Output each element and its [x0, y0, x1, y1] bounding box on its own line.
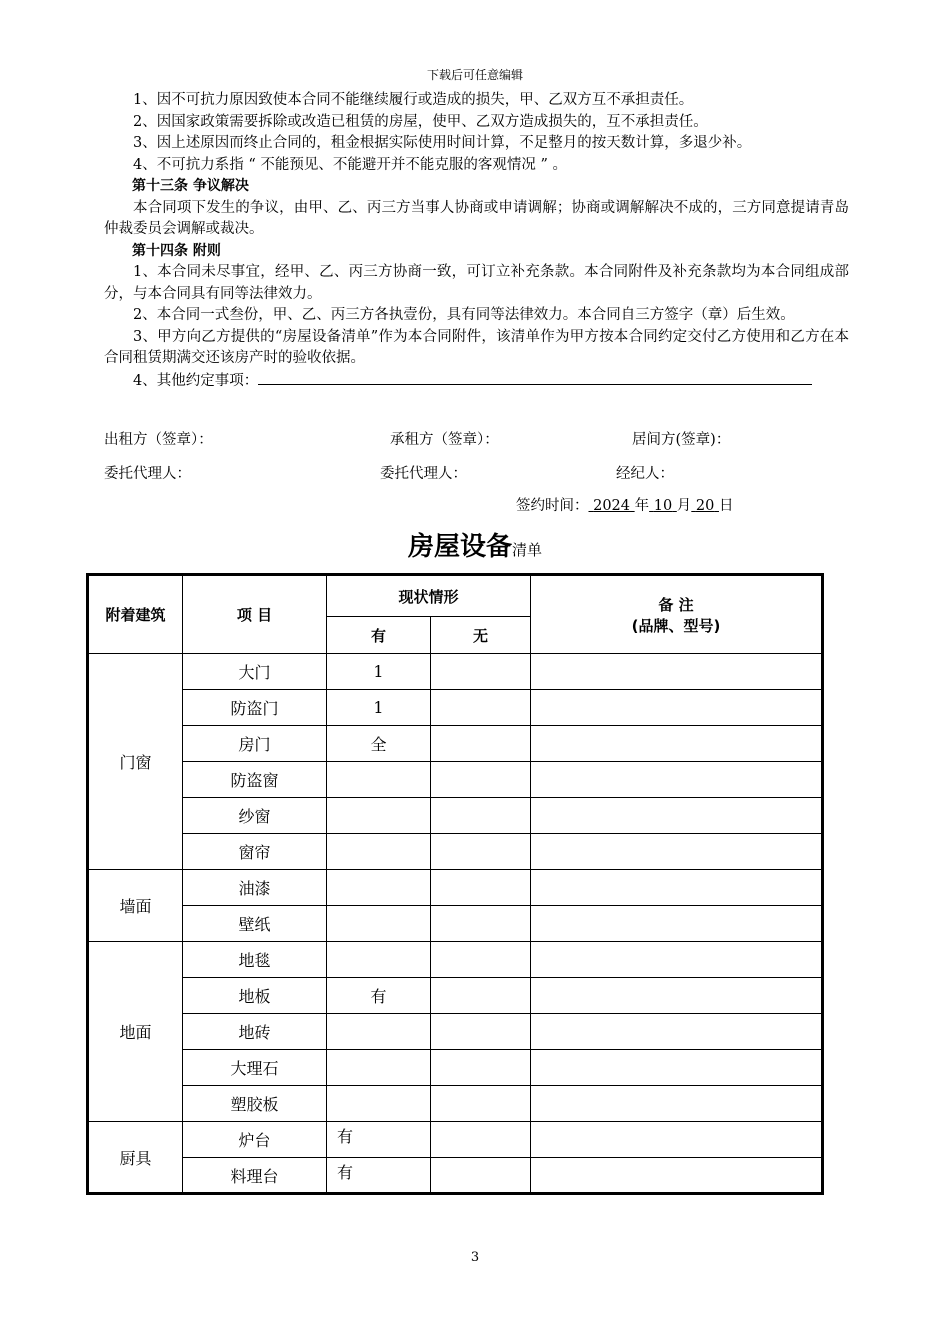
none-cell[interactable] — [431, 762, 531, 798]
header-note: 下载后可任意编辑 — [426, 68, 523, 82]
none-cell[interactable] — [431, 1158, 531, 1194]
remark-cell[interactable] — [531, 1086, 823, 1122]
item-cell: 地砖 — [183, 1014, 327, 1050]
have-cell[interactable] — [327, 1014, 431, 1050]
item-cell: 壁纸 — [183, 906, 327, 942]
item-cell: 房门 — [183, 726, 327, 762]
remark-cell[interactable] — [531, 1158, 823, 1194]
clause-heading: 第十三条 争议解决 — [132, 178, 249, 194]
clause-paragraph: 2、本合同一式叁份，甲、乙、丙三方各执壹份，具有同等法律效力。本合同自三方签字（章）后生效。 — [133, 307, 795, 323]
clause-paragraph: 本合同项下发生的争议，由甲、乙、丙三方当事人协商或申请调解；协商或调解解决不成的，三方同意提请青岛仲裁委员会调解或裁决。 — [104, 199, 849, 237]
table-row — [88, 942, 823, 978]
equipment-table — [86, 573, 824, 1195]
table-row — [88, 1050, 823, 1086]
building-group-cell: 地面 — [88, 942, 183, 1122]
remark-cell[interactable] — [531, 654, 823, 690]
table-row — [88, 906, 823, 942]
have-cell[interactable] — [327, 762, 431, 798]
remark-cell[interactable] — [531, 1014, 823, 1050]
contract-clauses — [104, 90, 849, 392]
sign-year[interactable]: 2024 — [593, 498, 631, 514]
have-cell[interactable] — [327, 1050, 431, 1086]
none-cell[interactable] — [431, 1122, 531, 1158]
remark-cell[interactable] — [531, 834, 823, 870]
have-cell[interactable] — [327, 906, 431, 942]
remark-cell[interactable] — [531, 726, 823, 762]
item-cell: 防盗门 — [183, 690, 327, 726]
list-title-main: 房屋设备 — [407, 532, 512, 562]
none-cell[interactable] — [431, 1086, 531, 1122]
item-cell: 油漆 — [183, 870, 327, 906]
lessor-signature[interactable]: 出租方（签章）： — [104, 432, 213, 448]
other-terms — [104, 370, 849, 393]
have-cell[interactable] — [327, 1086, 431, 1122]
remark-cell[interactable] — [531, 798, 823, 834]
table-row — [88, 690, 823, 726]
agent-1[interactable]: 委托代理人： — [104, 466, 191, 482]
sign-month[interactable]: 10 — [653, 498, 673, 514]
sign-date-label: 签约时间： — [516, 498, 589, 514]
none-cell[interactable] — [431, 870, 531, 906]
none-cell[interactable] — [431, 834, 531, 870]
have-cell[interactable] — [327, 798, 431, 834]
table-row — [88, 870, 823, 906]
item-cell: 地毯 — [183, 942, 327, 978]
building-group-cell: 墙面 — [88, 870, 183, 942]
have-cell[interactable]: 有 — [327, 1158, 431, 1194]
item-cell: 料理台 — [183, 1158, 327, 1194]
remark-cell[interactable] — [531, 1050, 823, 1086]
none-cell[interactable] — [431, 906, 531, 942]
table-row — [88, 1122, 823, 1158]
sign-date — [516, 494, 733, 515]
month-unit: 月 — [676, 498, 692, 514]
col-item-header: 项 目 — [183, 575, 327, 654]
table-row — [88, 834, 823, 870]
clause-paragraph: 4、不可抗力系指 “ 不能预见、不能避开并不能克服的客观情况 ” 。 — [133, 156, 567, 173]
item-cell: 炉台 — [183, 1122, 327, 1158]
clause-paragraph: 2、因国家政策需要拆除或改造已租赁的房屋，使甲、乙双方造成损失的，互不承担责任。 — [133, 113, 708, 130]
intermediary-signature[interactable]: 居间方(签章)： — [632, 432, 731, 448]
col-status-header: 现状情形 — [327, 575, 531, 617]
col-remark-header: 备 注 (品牌、型号) — [531, 575, 823, 654]
table-row — [88, 1014, 823, 1050]
have-cell[interactable] — [327, 870, 431, 906]
list-title-suffix: 清单 — [512, 541, 543, 559]
table-row — [88, 762, 823, 798]
other-terms-label: 4、其他约定事项： — [133, 372, 259, 389]
table-row — [88, 798, 823, 834]
page-number: 3 — [470, 1250, 480, 1265]
item-cell: 地板 — [183, 978, 327, 1014]
remark-cell[interactable] — [531, 1122, 823, 1158]
have-cell[interactable]: 1 — [327, 690, 431, 726]
item-cell: 塑胶板 — [183, 1086, 327, 1122]
none-cell[interactable] — [431, 690, 531, 726]
col-building-header: 附着建筑 — [88, 575, 183, 654]
clauses-list — [104, 90, 849, 370]
item-cell: 纱窗 — [183, 798, 327, 834]
none-cell[interactable] — [431, 798, 531, 834]
clause-heading: 第十四条 附则 — [132, 242, 221, 259]
building-group-cell: 厨具 — [88, 1122, 183, 1194]
building-group-cell: 门窗 — [88, 654, 183, 870]
table-row — [88, 654, 823, 690]
clause-paragraph: 1、因不可抗力原因致使本合同不能继续履行或造成的损失，甲、乙双方互不承担责任。 — [133, 92, 694, 108]
have-cell[interactable] — [327, 834, 431, 870]
none-cell[interactable] — [431, 654, 531, 690]
lessee-signature[interactable]: 承租方（签章）： — [390, 432, 499, 448]
agent-2[interactable]: 委托代理人： — [380, 466, 467, 482]
day-unit: 日 — [718, 498, 734, 514]
clause-paragraph: 3、甲方向乙方提供的“房屋设备清单”作为本合同附件，该清单作为甲方按本合同约定交付乙方使用和乙方在本合同租赁期满交还该房产时的验收依据。 — [104, 328, 849, 366]
have-cell[interactable]: 有 — [327, 978, 431, 1014]
item-cell: 大门 — [183, 654, 327, 690]
table-row — [88, 726, 823, 762]
remark-cell[interactable] — [531, 870, 823, 906]
none-cell[interactable] — [431, 1014, 531, 1050]
have-cell[interactable]: 全 — [327, 726, 431, 762]
equipment-list-title — [0, 526, 950, 563]
col-have-header: 有 — [327, 617, 431, 654]
table-row — [88, 1086, 823, 1122]
none-cell[interactable] — [431, 978, 531, 1014]
table-row — [88, 978, 823, 1014]
remark-cell[interactable] — [531, 906, 823, 942]
remark-cell[interactable] — [531, 978, 823, 1014]
col-none-header: 无 — [431, 617, 531, 654]
none-cell[interactable] — [431, 726, 531, 762]
item-cell: 防盗窗 — [183, 762, 327, 798]
clause-paragraph: 1、本合同未尽事宜，经甲、乙、丙三方协商一致，可订立补充条款。本合同附件及补充条款均为本合同组成部分，与本合同具有同等法律效力。 — [104, 264, 849, 302]
year-unit: 年 — [634, 498, 650, 514]
have-cell[interactable]: 1 — [327, 654, 431, 690]
have-cell[interactable]: 有 — [327, 1122, 431, 1158]
item-cell: 大理石 — [183, 1050, 327, 1086]
sign-day[interactable]: 20 — [695, 498, 715, 514]
none-cell[interactable] — [431, 1050, 531, 1086]
other-terms-blank[interactable] — [258, 370, 812, 385]
remark-cell[interactable] — [531, 690, 823, 726]
have-cell[interactable] — [327, 942, 431, 978]
table-row — [88, 1158, 823, 1194]
remark-cell[interactable] — [531, 942, 823, 978]
item-cell: 窗帘 — [183, 834, 327, 870]
broker[interactable]: 经纪人： — [616, 466, 674, 482]
none-cell[interactable] — [431, 942, 531, 978]
clause-paragraph: 3、因上述原因而终止合同的，租金根据实际使用时间计算，不足整月的按天数计算，多退少补。 — [133, 135, 752, 151]
remark-cell[interactable] — [531, 762, 823, 798]
